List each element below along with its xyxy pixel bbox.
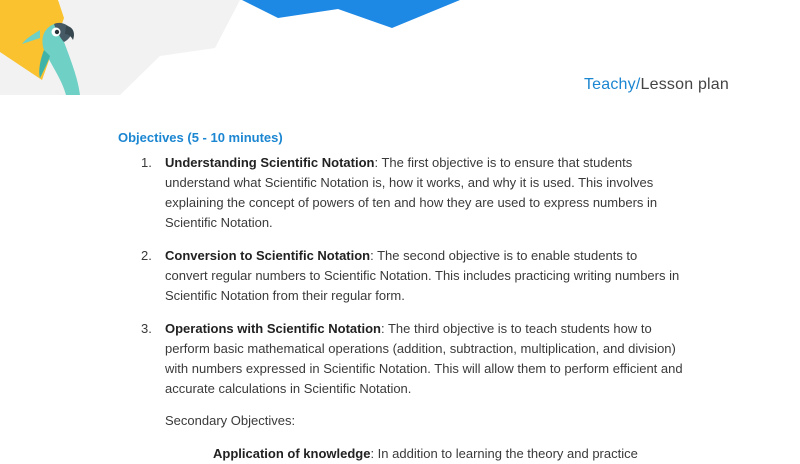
secondary-objective-title: Application of knowledge — [213, 446, 371, 461]
list-number: 3. — [141, 321, 152, 336]
list-item — [118, 319, 683, 399]
objectives-list — [118, 153, 683, 399]
secondary-objective-text: : In addition to learning the theory and practice — [370, 446, 638, 461]
list-number: 2. — [141, 248, 152, 263]
objective-text: : The first objective is to ensure that students understand what Scientific Notation is, how it works, and why it is used. This involves explaining the concept of powers of ten and how they are used to express numbers in Scientific Notation. — [165, 155, 658, 230]
secondary-objective-item — [118, 444, 683, 464]
objective-title: Conversion to Scientific Notation — [165, 248, 371, 263]
document-body — [118, 128, 683, 464]
brand-doc-type: Lesson plan — [640, 76, 729, 93]
objective-title: Operations with Scientific Notation — [165, 321, 381, 336]
objective-title: Understanding Scientific Notation — [165, 155, 375, 170]
objective-text: : The third objective is to teach students how to perform basic mathematical operations (addition, subtraction, multiplication, and division) with numbers expressed in Scientific Notation. This will allow them to perform efficient and accurate calculations in Scientific Notation. — [165, 321, 683, 396]
list-item — [118, 246, 683, 306]
list-item — [118, 153, 683, 233]
objective-text: : The second objective is to enable students to convert regular numbers to Scientific Notation. This includes practicing writing numbers in Scientific Notation from their regular form. — [165, 248, 680, 303]
list-number: 1. — [141, 155, 152, 170]
brand-title — [584, 76, 729, 94]
blue-shape — [242, 0, 460, 28]
brand-name: Teachy/ — [583, 76, 641, 93]
section-title: Objectives (5 - 10 minutes) — [118, 130, 283, 145]
secondary-objectives-label: Secondary Objectives: — [165, 413, 296, 428]
